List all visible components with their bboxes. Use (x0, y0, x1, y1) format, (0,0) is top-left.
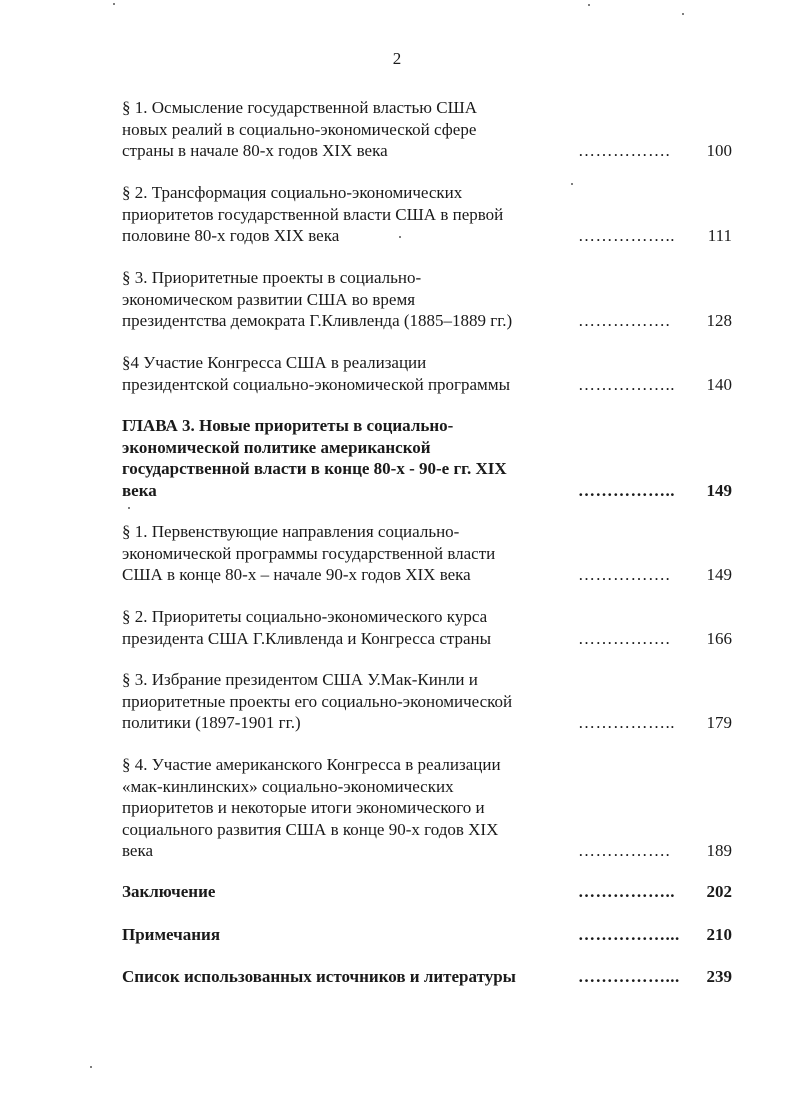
toc-entry (122, 606, 732, 649)
toc-entry (122, 754, 732, 862)
toc-leader-dots: ……………... (578, 925, 680, 944)
bibliography-title: Список использованных источников и литературы (122, 967, 516, 986)
toc-page-number: 140 (706, 374, 732, 394)
toc-page-number: 128 (706, 311, 732, 330)
toc-entry (122, 521, 732, 586)
toc-entry-title: § 4. Участие американского Конгресса в реализации «мак-кинлинских» социально-экономических приоритетов и некоторые итоги экономического и социального развития США в конце 90-х годов XIX века (122, 755, 501, 860)
toc-page-number: 149 (706, 565, 732, 584)
scan-speck (571, 183, 573, 185)
chapter-entry (122, 415, 732, 501)
toc-entry (122, 182, 732, 247)
toc-leader-dots: …………….. (578, 713, 675, 732)
conclusion-entry (122, 881, 732, 903)
toc-page-number: 179 (706, 713, 732, 732)
toc-leader-dots: ……………. (578, 565, 671, 584)
toc-page-number: 189 (706, 841, 732, 860)
toc-page-number: 239 (706, 967, 732, 986)
scan-speck (113, 3, 115, 5)
scan-speck (128, 507, 130, 509)
toc-entry (122, 97, 732, 162)
toc-page-number: 100 (706, 141, 732, 160)
toc-page-number: 210 (706, 925, 732, 944)
chapter-title: ГЛАВА 3. Новые приоритеты в социально- экономической политике американской государственной власти в конце 80-х - 90-е гг. XIX века (122, 416, 507, 500)
bibliography-entry (122, 966, 732, 988)
toc-page-number: 149 (706, 480, 732, 500)
toc-leader-dots: ……………... (578, 967, 680, 986)
toc-page-number: 202 (706, 882, 732, 901)
toc-leader-dots: …………….. (578, 480, 675, 500)
toc-page-number: 166 (706, 628, 732, 648)
toc-leader-dots: ……………. (578, 311, 671, 330)
toc-leader-dots: …………….. (578, 882, 675, 901)
toc-entry (122, 267, 732, 332)
scan-speck (90, 1066, 92, 1068)
toc-entry-title: § 3. Приоритетные проекты в социально- экономическом развитии США во время президентства демократа Г.Кливленда (1885–1889 гг.) (122, 268, 513, 330)
scan-speck (682, 13, 684, 15)
toc-page-number: 111 (707, 226, 732, 245)
toc-entry-title: §4 Участие Конгресса США в реализации президентской социально-экономической программы (122, 353, 510, 394)
toc-entry-title: § 2. Трансформация социально-экономических приоритетов государственной власти США в первой половине 80-х годов XIX века (122, 183, 504, 245)
page-number: 2 (392, 49, 402, 68)
toc-leader-dots: ……………. (578, 141, 671, 160)
toc-leader-dots: ……………. (578, 841, 671, 860)
notes-entry (122, 924, 732, 946)
scan-speck (588, 4, 590, 6)
toc-leader-dots: ……………. (578, 628, 671, 648)
toc-entry-title: § 2. Приоритеты социально-экономического курса президента США Г.Кливленда и Конгресса страны (122, 607, 492, 648)
scan-speck (399, 236, 401, 238)
toc-leader-dots: …………….. (578, 374, 675, 394)
toc-leader-dots: …………….. (578, 226, 675, 245)
toc-entry-title: § 1. Осмысление государственной властью США новых реалий в социально-экономической сфере страны в начале 80-х годов XIX века (122, 98, 477, 160)
notes-title: Примечания (122, 925, 221, 944)
toc-entry (122, 669, 732, 734)
conclusion-title: Заключение (122, 882, 216, 901)
toc-entry-title: § 1. Первенствующие направления социально- экономической программы государственной власти США в конце 80-х – начале 90-х годов XIX века (122, 522, 496, 584)
toc-entry (122, 352, 732, 395)
toc-entry-title: § 3. Избрание президентом США У.Мак-Кинли и приоритетные проекты его социально-экономической политики (1897-1901 гг.) (122, 670, 513, 732)
